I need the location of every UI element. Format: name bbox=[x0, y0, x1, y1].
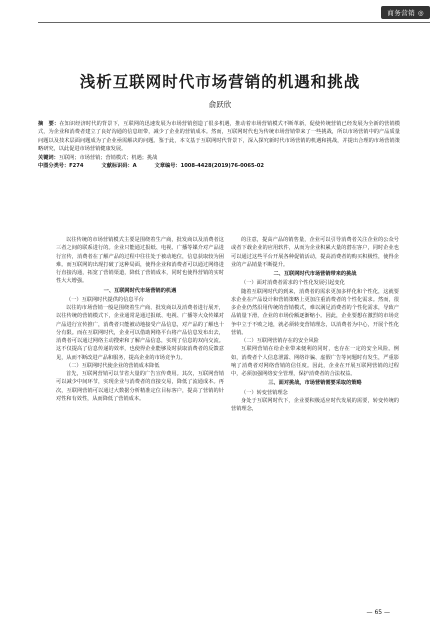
body-paragraph: 以往传统的市场营销模式主要是围绕着生产商，批发商以及消费者这三者之间的联系进行的。企业只能通过报纸、电视、广播等媒介对产品进行宣传，消费者在了解产品的过程中往往处于被动地位，信息获取较为困难。而互联网的出现打破了这种局面，使得企业和消费者可以通过网络进行直接沟通，拓宽了营销渠道，降低了营销成本，同时也使得营销的实时性大大增强。 bbox=[56, 237, 224, 285]
clc-number: 中图分类号：F274 bbox=[38, 163, 84, 170]
subsection-heading: （一）面对消费者需求的个性化发展引起变化 bbox=[241, 280, 345, 287]
subsection-heading: （二）互联网营销存在的安全风险 bbox=[241, 338, 319, 344]
body-paragraph: 身处于互联网时代下，企业要积极适应时代发展的需要，转变传统的营销理念， bbox=[231, 397, 399, 412]
section-heading: 三、面对挑战，市场营销需要采取的策略 bbox=[268, 380, 362, 387]
page-number: — 65 — bbox=[366, 609, 390, 616]
article-meta bbox=[38, 120, 400, 170]
body-paragraph: 的注意，提高产品的销售量，企业可以引导消费者关注企业的公众号或者下载企业的应用软件，从而为企业积累大量的潜在客户，同时企业也可以通过这些平台开展各种促销活动，提高消费者的购买积极性，使得企业的产品销量不断提升。 bbox=[231, 237, 399, 268]
body-left-column bbox=[56, 236, 224, 403]
body-paragraph: 首先，互联网营销可以节省大量的广告宣传费用。其次，互联网营销可以减少中间环节，实现企业与消费者的直接交易，降低了流通成本。再次，互联网营销可以通过大数据分析精准定位目标客户，提高了营销的针对性和有效性，从而降低了营销成本。 bbox=[56, 371, 224, 402]
section-tag: 商务营销 ◎ bbox=[381, 6, 430, 19]
article-author: 俞跃欣 bbox=[208, 100, 232, 109]
body-paragraph: 互联网营销在给企业带来便利的同时，也存在一定的安全风险。例如，消费者个人信息泄露、网络诈骗、虚假广告等问题时有发生，严重影响了消费者对网络营销的信任度。因此，企业在开展互联网营销的过程中，必须加强网络安全管理，保护消费者的合法权益。 bbox=[231, 346, 399, 377]
subsection-heading: （一）转变营销理念 bbox=[241, 389, 288, 396]
article-title: 浅析互联网时代市场营销的机遇和挑战 bbox=[79, 73, 361, 91]
section-heading: 二、互联网时代市场营销带来的挑战 bbox=[273, 271, 357, 277]
section-heading: 一、互联网时代市场营销的机遇 bbox=[103, 287, 177, 294]
subsection-heading: （一）互联网时代提供的信息平台 bbox=[66, 296, 144, 303]
abstract-label: 摘 要： bbox=[38, 121, 60, 127]
header-divider bbox=[38, 22, 430, 23]
keywords-text: 互联网；市场营销；营销模式；机遇；挑战 bbox=[58, 154, 158, 161]
keywords bbox=[38, 154, 400, 162]
classification-row bbox=[38, 162, 400, 170]
keywords-label: 关键词： bbox=[38, 154, 59, 161]
body-right-column bbox=[231, 236, 399, 413]
body-paragraph: 以往的市场营销一般是围绕着生产商、批发商以及消费者进行展开，以往传统的营销模式下，企业通常是通过报纸、电视、广播等大众传媒对产品进行宣传推广，消费者只能被动地接受产品信息，对产品的了解也十分有限。而在互联网时代，企业可以借助网络平台将产品信息发布出去，消费者可以通过网络主动搜索和了解产品信息，实现了信息的双向交流。这不仅提高了信息传递的效率，也使得企业能够及时获取消费者的反馈意见，从而不断改进产品和服务，提高企业的市场竞争力。 bbox=[56, 305, 224, 361]
subsection-heading: （二）互联网时代使企业的营销成本降低 bbox=[66, 362, 160, 369]
article-number: 文章编号：1008-4428(2019)76-0065-02 bbox=[154, 163, 264, 170]
abstract bbox=[38, 120, 400, 154]
body-paragraph: 随着互联网时代的到来，消费者的需求更加多样化和个性化，这就要求企业在产品设计和营销策略上更加注重消费者的个性化需求。然而，很多企业仍然沿用传统的营销模式，难以满足消费者的个性化需求，导致产品销量下滑，企业的市场份额逐渐缩小。因此，企业要想在激烈的市场竞争中立于不败之地，就必须转变营销理念，以消费者为中心，开展个性化营销。 bbox=[231, 288, 399, 336]
abstract-text: 在知识经济时代的背景下，互联网的迅速发展为市场营销创造了很多机遇，推动着市场营销模式不断革新，促使传统营销已经发展为全新的营销模式，为企业和消费者建立了良好沟通的信息纽带，减少了企业的营销成本。然而，互联网时代也为传统市场营销带来了一些挑战，所以市场营销中的产品质量问题以及技术层面问题成为了企业亟需解决的问题。鉴于此，本文基于互联网时代背景下，深入探究新时代市场营销的机遇和挑战，并提出合理的市场营销策略研究，以此促进市场营销健康发展。 bbox=[38, 121, 400, 153]
document-code: 文献标识码：A bbox=[101, 163, 137, 170]
